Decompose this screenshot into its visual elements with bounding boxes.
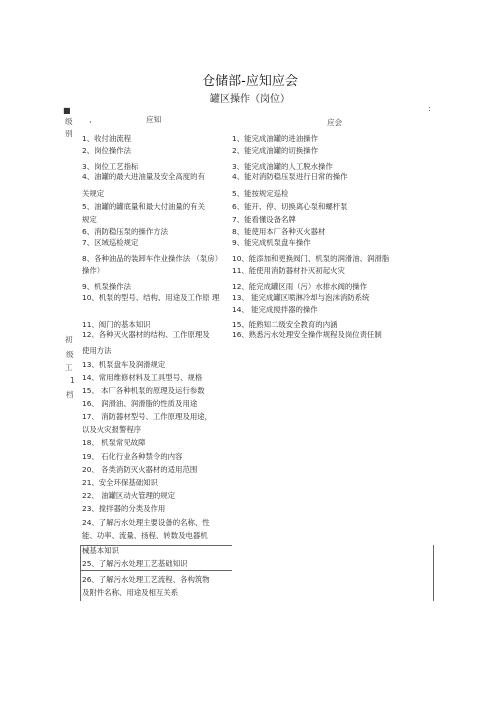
marker-square: ■: [63, 106, 71, 115]
list-item: 3、能完成油罐的人工脱水操作: [232, 162, 333, 171]
list-item: 13、 能完成罐区喷淋冷却与泡沫消防系统: [232, 293, 370, 302]
list-item: 16、 润滑油、润滑脂的性质及用途: [82, 399, 198, 408]
list-item: 使用方法: [82, 346, 112, 355]
list-item: 14、常用维修材料及工具型号、规格: [82, 373, 203, 382]
list-item: 21、安全环保基础知识: [82, 478, 158, 487]
list-item: 4、油罐的最大进油量及安全高度的有: [82, 172, 205, 181]
list-item: 12、能完成罐区雨（污）水排水阀的操作: [232, 282, 368, 291]
list-item: 4、能对消防稳压泵进行日常的操作: [232, 172, 348, 181]
list-item: 规定: [82, 215, 97, 224]
list-item: 3、岗位工艺指标: [82, 162, 139, 171]
level-label-2: 别: [65, 129, 73, 138]
list-item: 18、 机泵常见故障: [82, 438, 146, 447]
list-item: 9、能完成机泵盘车操作: [232, 238, 311, 247]
list-item: 16、熟悉污水处理安全操作规程及岗位责任制: [232, 330, 382, 339]
side-label-1: 初: [65, 335, 73, 344]
list-item: 关规定: [82, 189, 105, 198]
list-item: 5、油罐的罐底量和最大付油量的有关: [82, 202, 205, 211]
list-item: 7、区域巡检规定: [82, 238, 139, 247]
header-yingzhi: 应知: [146, 115, 162, 124]
list-item: 6、消防稳压泵的操作方法: [82, 227, 169, 236]
list-item: 12、各种灭火器材的结构、工作原理及: [82, 330, 210, 339]
header-dot: 、: [89, 115, 97, 124]
side-label-3: 工: [65, 363, 73, 372]
list-item: 24、了解污水处理主要设备的名称、性: [82, 518, 210, 527]
table-divider-2: [80, 570, 232, 571]
list-item: 23、搅拌器的分类及作用: [82, 504, 166, 513]
list-item: 操作）: [82, 266, 105, 275]
list-item: 14、 能完成搅拌器的操作: [232, 305, 318, 314]
list-item: 22、 油罐区动火管理的规定: [82, 491, 176, 500]
list-item: 能、功率、流量、扬程、转数及电器机: [82, 531, 208, 540]
list-item: 6、能开、停、切换离心泵和螺杆泵: [232, 202, 348, 211]
list-item: 17、 消防器材型号、工作原理及用途，: [82, 412, 213, 421]
list-item: 10、能添加和更换阀门、机泵的润滑油、润滑脂: [232, 254, 390, 263]
list-item: 以及火灾报警程序: [82, 425, 142, 434]
list-item: 20、 各类消防灭火器材的适用范围: [82, 465, 198, 474]
table-border-right: [433, 545, 434, 601]
page-title: 仓储部-应知应会: [202, 74, 298, 89]
list-item: 1、收付油流程: [82, 134, 132, 143]
list-item: 2、岗位操作法: [82, 146, 132, 155]
list-item: 15、能熟知二级安全教育的内涵: [232, 320, 338, 329]
side-label-2: 级: [66, 350, 74, 359]
list-item: 26、了解污水处理工艺流程、各构筑物: [82, 575, 210, 584]
list-item: 械基本知识: [82, 546, 119, 555]
list-item: 25、了解污水处理工艺基础知识: [82, 559, 188, 568]
list-item: 及附件名称、用途及相互关系: [82, 588, 179, 597]
list-item: 10、机泵的型号、结构、用途及工作原 理: [82, 293, 220, 302]
list-item: 2、能完成油罐的切换操作: [232, 146, 319, 155]
list-item: 13、机泵盘车及润滑规定: [82, 360, 166, 369]
list-item: 11、阀门的基本知识: [82, 320, 151, 329]
table-border-left: [80, 545, 81, 601]
header-yinghui: 应会: [327, 118, 343, 127]
level-label: 级: [65, 117, 73, 126]
page-subtitle: 罐区操作（岗位）: [210, 94, 290, 105]
list-item: 19、 石化行业各种禁令的内容: [82, 452, 183, 461]
list-item: 1、能完成油罐的进油操作: [232, 134, 319, 143]
list-item: 15、 本厂各种机泵的原理及运行参数: [82, 386, 205, 395]
list-item: 11、能使用消防器材扑灭初起火灾: [232, 266, 345, 275]
corner-mark: :: [428, 104, 431, 113]
list-item: 5、能按规定巡检: [232, 189, 289, 198]
list-item: 8、能使用本厂各种灭火器材: [232, 227, 326, 236]
side-label-5: 档: [66, 390, 74, 399]
list-item: 8、各种油品的装卸车作业操作法 （泵房）: [82, 254, 223, 263]
side-label-4: 1: [70, 376, 75, 385]
list-item: 7、能看懂设备名牌: [232, 215, 296, 224]
list-item: 9、机泵操作法: [82, 282, 132, 291]
